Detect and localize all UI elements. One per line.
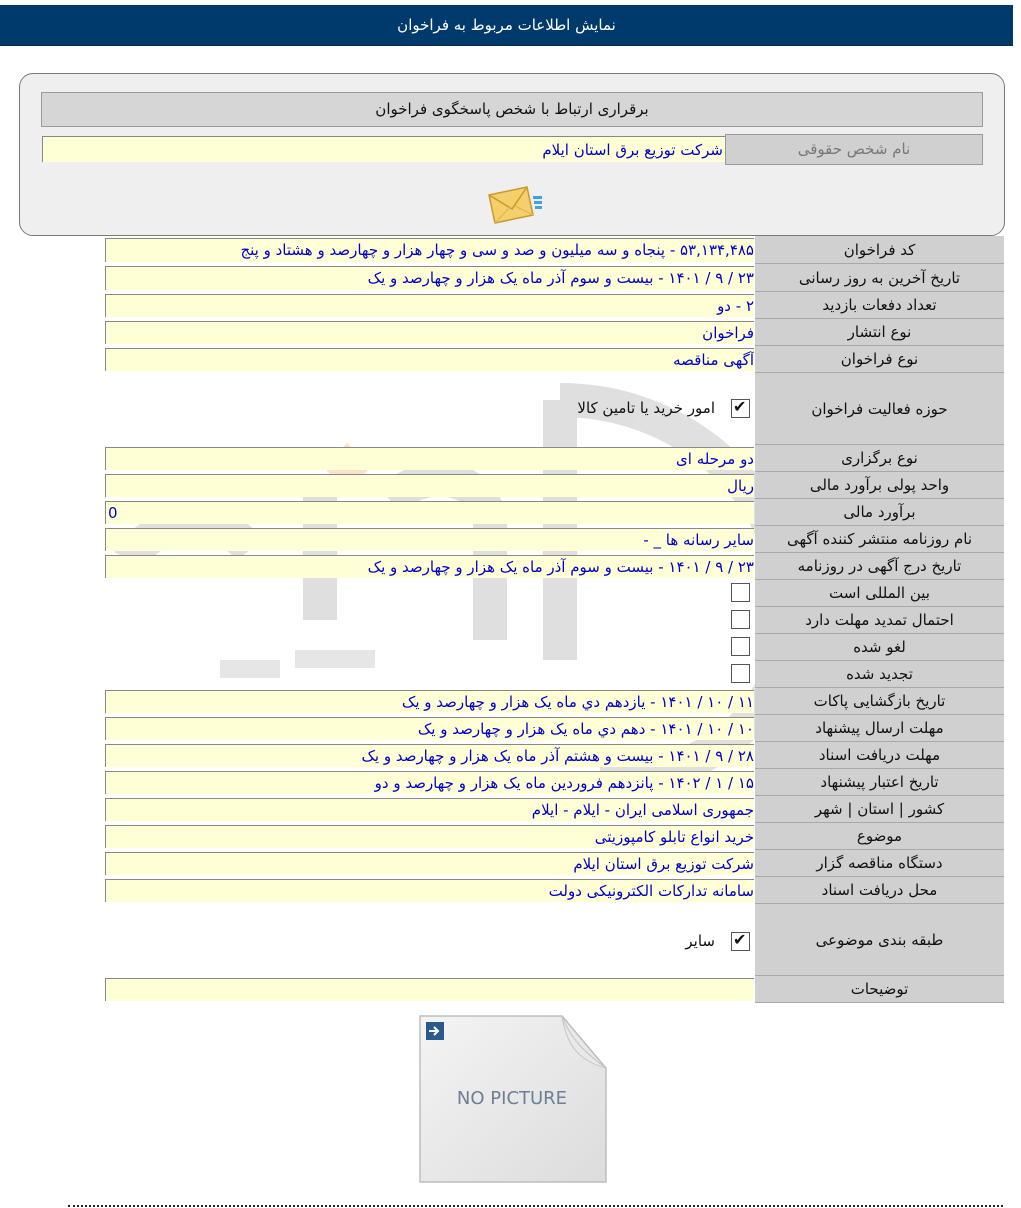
activity-area-checkbox[interactable] — [731, 399, 750, 418]
cancelled-checkbox[interactable] — [731, 637, 750, 656]
submit-deadline-label: مهلت ارسال پیشنهاد — [755, 715, 1004, 742]
newspaper-date-label: تاریخ درج آگهی در روزنامه — [755, 553, 1004, 580]
visits-label: تعداد دفعات بازدید — [755, 292, 1004, 319]
last-update-value: ۲۳ / ۹ / ۱۴۰۱ - بیست و سوم آذر ماه یک هزار و چهارصد و یک — [105, 266, 754, 290]
code-label: کد فراخوان — [755, 236, 1004, 264]
newspaper-value: سایر رسانه ها _ - — [105, 528, 754, 551]
extension-checkbox[interactable] — [731, 610, 750, 629]
international-label: بین المللی است — [755, 580, 1004, 607]
validity-date-value: ۱۵ / ۱ / ۱۴۰۲ - پانزدهم فروردین ماه یک هزار و چهارصد و دو — [105, 771, 754, 794]
contact-panel — [19, 73, 1005, 236]
currency-value: ریال — [105, 474, 754, 497]
opening-date-label: تاریخ بازگشایی پاکات — [755, 688, 1004, 715]
code-value: ۵۳,۱۳۴,۴۸۵ - پنجاه و سه میلیون و صد و سی و چهار هزار و چهارصد و هشتاد و پنج — [105, 238, 754, 262]
location-label: کشور | استان | شهر — [755, 796, 1004, 823]
estimate-value: 0 — [105, 501, 754, 524]
estimate-label: برآورد مالی — [755, 499, 1004, 526]
publish-type-label: نوع انتشار — [755, 319, 1004, 346]
envelope-icon[interactable] — [481, 181, 545, 225]
subject-label: موضوع — [755, 823, 1004, 850]
bottom-divider — [68, 1205, 1003, 1207]
no-picture-text: NO PICTURE — [456, 1088, 568, 1109]
extension-label: احتمال تمدید مهلت دارد — [755, 607, 1004, 634]
visits-value: ۲ - دو — [105, 294, 754, 317]
international-checkbox[interactable] — [731, 583, 750, 602]
holding-type-value: دو مرحله ای — [105, 447, 754, 470]
organization-value: شرکت توزیع برق استان ایلام — [105, 852, 754, 875]
subject-value: خرید انواع تابلو کامپوزیتی — [105, 825, 754, 848]
description-label: توضیحات — [755, 976, 1004, 1003]
doc-deadline-value: ۲۸ / ۹ / ۱۴۰۱ - بیست و هشتم آذر ماه یک هزار و چهارصد و یک — [105, 744, 754, 767]
contact-panel-title: برقراری ارتباط با شخص پاسخگوی فراخوان — [41, 92, 983, 127]
category-label: طبقه بندی موضوعی — [755, 904, 1004, 976]
last-update-label: تاریخ آخرین به روز رسانی — [755, 264, 1004, 292]
submit-deadline-value: ۱۰ / ۱۰ / ۱۴۰۱ - دهم دي ماه یک هزار و چهارصد و یک — [105, 717, 754, 740]
legal-person-value: شرکت توزیع برق استان ایلام — [42, 136, 725, 162]
location-value: جمهوری اسلامی ایران - ایلام - ایلام — [105, 798, 754, 821]
activity-area-option: امور خرید یا تامین کالا — [577, 399, 715, 417]
holding-type-label: نوع برگزاری — [755, 445, 1004, 472]
cancelled-label: لغو شده — [755, 634, 1004, 661]
publish-type-value: فراخوان — [105, 321, 754, 344]
doc-place-label: محل دریافت اسناد — [755, 877, 1004, 904]
page-header — [0, 5, 1013, 46]
activity-area-label: حوزه فعالیت فراخوان — [755, 373, 1004, 445]
doc-deadline-label: مهلت دریافت اسناد — [755, 742, 1004, 769]
doc-place-value: سامانه تدارکات الکترونیکی دولت — [105, 879, 754, 902]
call-type-value: آگهی مناقصه — [105, 348, 754, 371]
organization-label: دستگاه مناقصه گزار — [755, 850, 1004, 877]
currency-label: واحد پولی برآورد مالی — [755, 472, 1004, 499]
newspaper-label: نام روزنامه منتشر کننده آگهی — [755, 526, 1004, 553]
no-picture-image[interactable] — [416, 1012, 608, 1184]
category-checkbox[interactable] — [731, 932, 750, 951]
description-value — [105, 978, 754, 1001]
newspaper-date-value: ۲۳ / ۹ / ۱۴۰۱ - بیست و سوم آذر ماه یک هزار و چهارصد و یک — [105, 555, 754, 578]
category-option: سایر — [685, 932, 715, 950]
page-title: نمایش اطلاعات مربوط به فراخوان — [397, 16, 616, 34]
call-type-label: نوع فراخوان — [755, 346, 1004, 373]
renewed-checkbox[interactable] — [731, 664, 750, 683]
renewed-label: تجدید شده — [755, 661, 1004, 688]
opening-date-value: ۱۱ / ۱۰ / ۱۴۰۱ - یازدهم دي ماه یک هزار و چهارصد و یک — [105, 690, 754, 713]
legal-person-label: نام شخص حقوقی — [725, 134, 983, 165]
validity-date-label: تاریخ اعتبار پیشنهاد — [755, 769, 1004, 796]
